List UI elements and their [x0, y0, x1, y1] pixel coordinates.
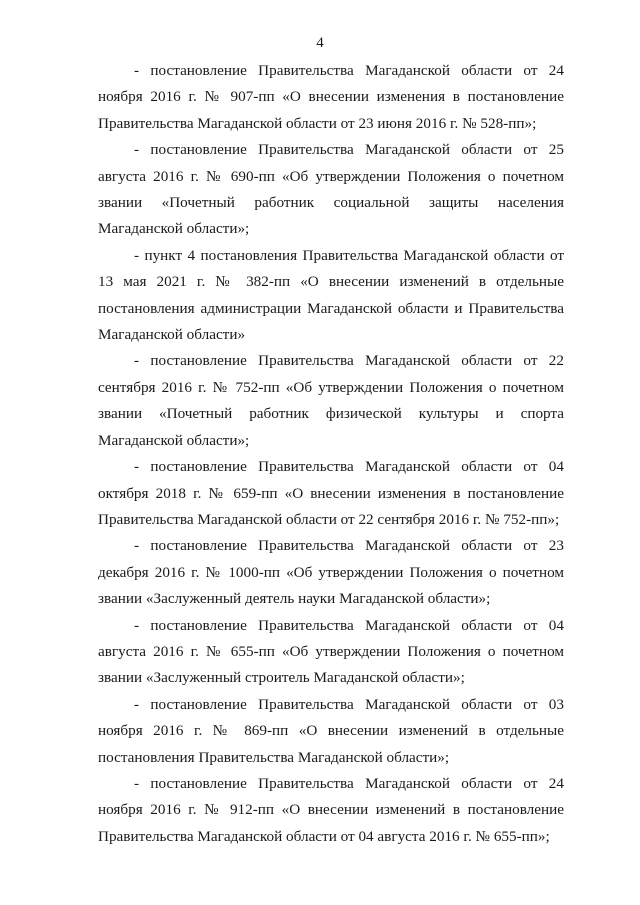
list-item-resolution-752: - постановление Правительства Магаданской области от 22 сентября 2016 г. № 752-пп «Об утверждении Положения о почетном звании «Почетный работник физической культуры и спорта Магаданской области»; [98, 352, 564, 449]
list-item-resolution-907: - постановление Правительства Магаданской области от 24 ноября 2016 г. № 907-пп «О внесении изменения в постановление Правительства Магаданской области от 23 июня 2016 г. № 528-пп»; [98, 62, 564, 132]
list-item-resolution-912: - постановление Правительства Магаданской области от 24 ноября 2016 г. № 912-пп «О внесении изменений в постановление Правительства Магаданской области от 04 августа 2016 г. № 655-пп»; [98, 774, 564, 845]
list-item-resolution-659: - постановление Правительства Магаданской области от 04 октября 2018 г. № 659-пп «О внесении изменения в постановление Правительства Магаданской области от 22 сентября 2016 г. № 752-пп»; [98, 458, 564, 528]
list-item-resolution-382: - пункт 4 постановления Правительства Магаданской области от 13 мая 2021 г. № 382-пп «О внесении изменений в отдельные постановления администрации Магаданской области и Правительства Магаданской области» [98, 246, 564, 344]
list-item-resolution-1000: - постановление Правительства Магаданской области от 23 декабря 2016 г. № 1000-пп «Об утверждении Положения о почетном звании «Заслуженный деятель науки Магаданской области»; [98, 537, 564, 608]
document-body [98, 58, 564, 850]
list-item-resolution-869: - постановление Правительства Магаданской области от 03 ноября 2016 г. № 869-пп «О внесении изменений в отдельные постановления Правительства Магаданской области»; [98, 695, 564, 766]
page-number: 4 [316, 35, 324, 51]
list-item-resolution-655: - постановление Правительства Магаданской области от 04 августа 2016 г. № 655-пп «Об утверждении Положения о почетном звании «Заслуженный строитель Магаданской области»; [98, 616, 564, 687]
list-item-resolution-690: - постановление Правительства Магаданской области от 25 августа 2016 г. № 690-пп «Об утверждении Положения о почетном звании «Почетный работник социальной защиты населения Магаданской области»; [98, 141, 564, 238]
